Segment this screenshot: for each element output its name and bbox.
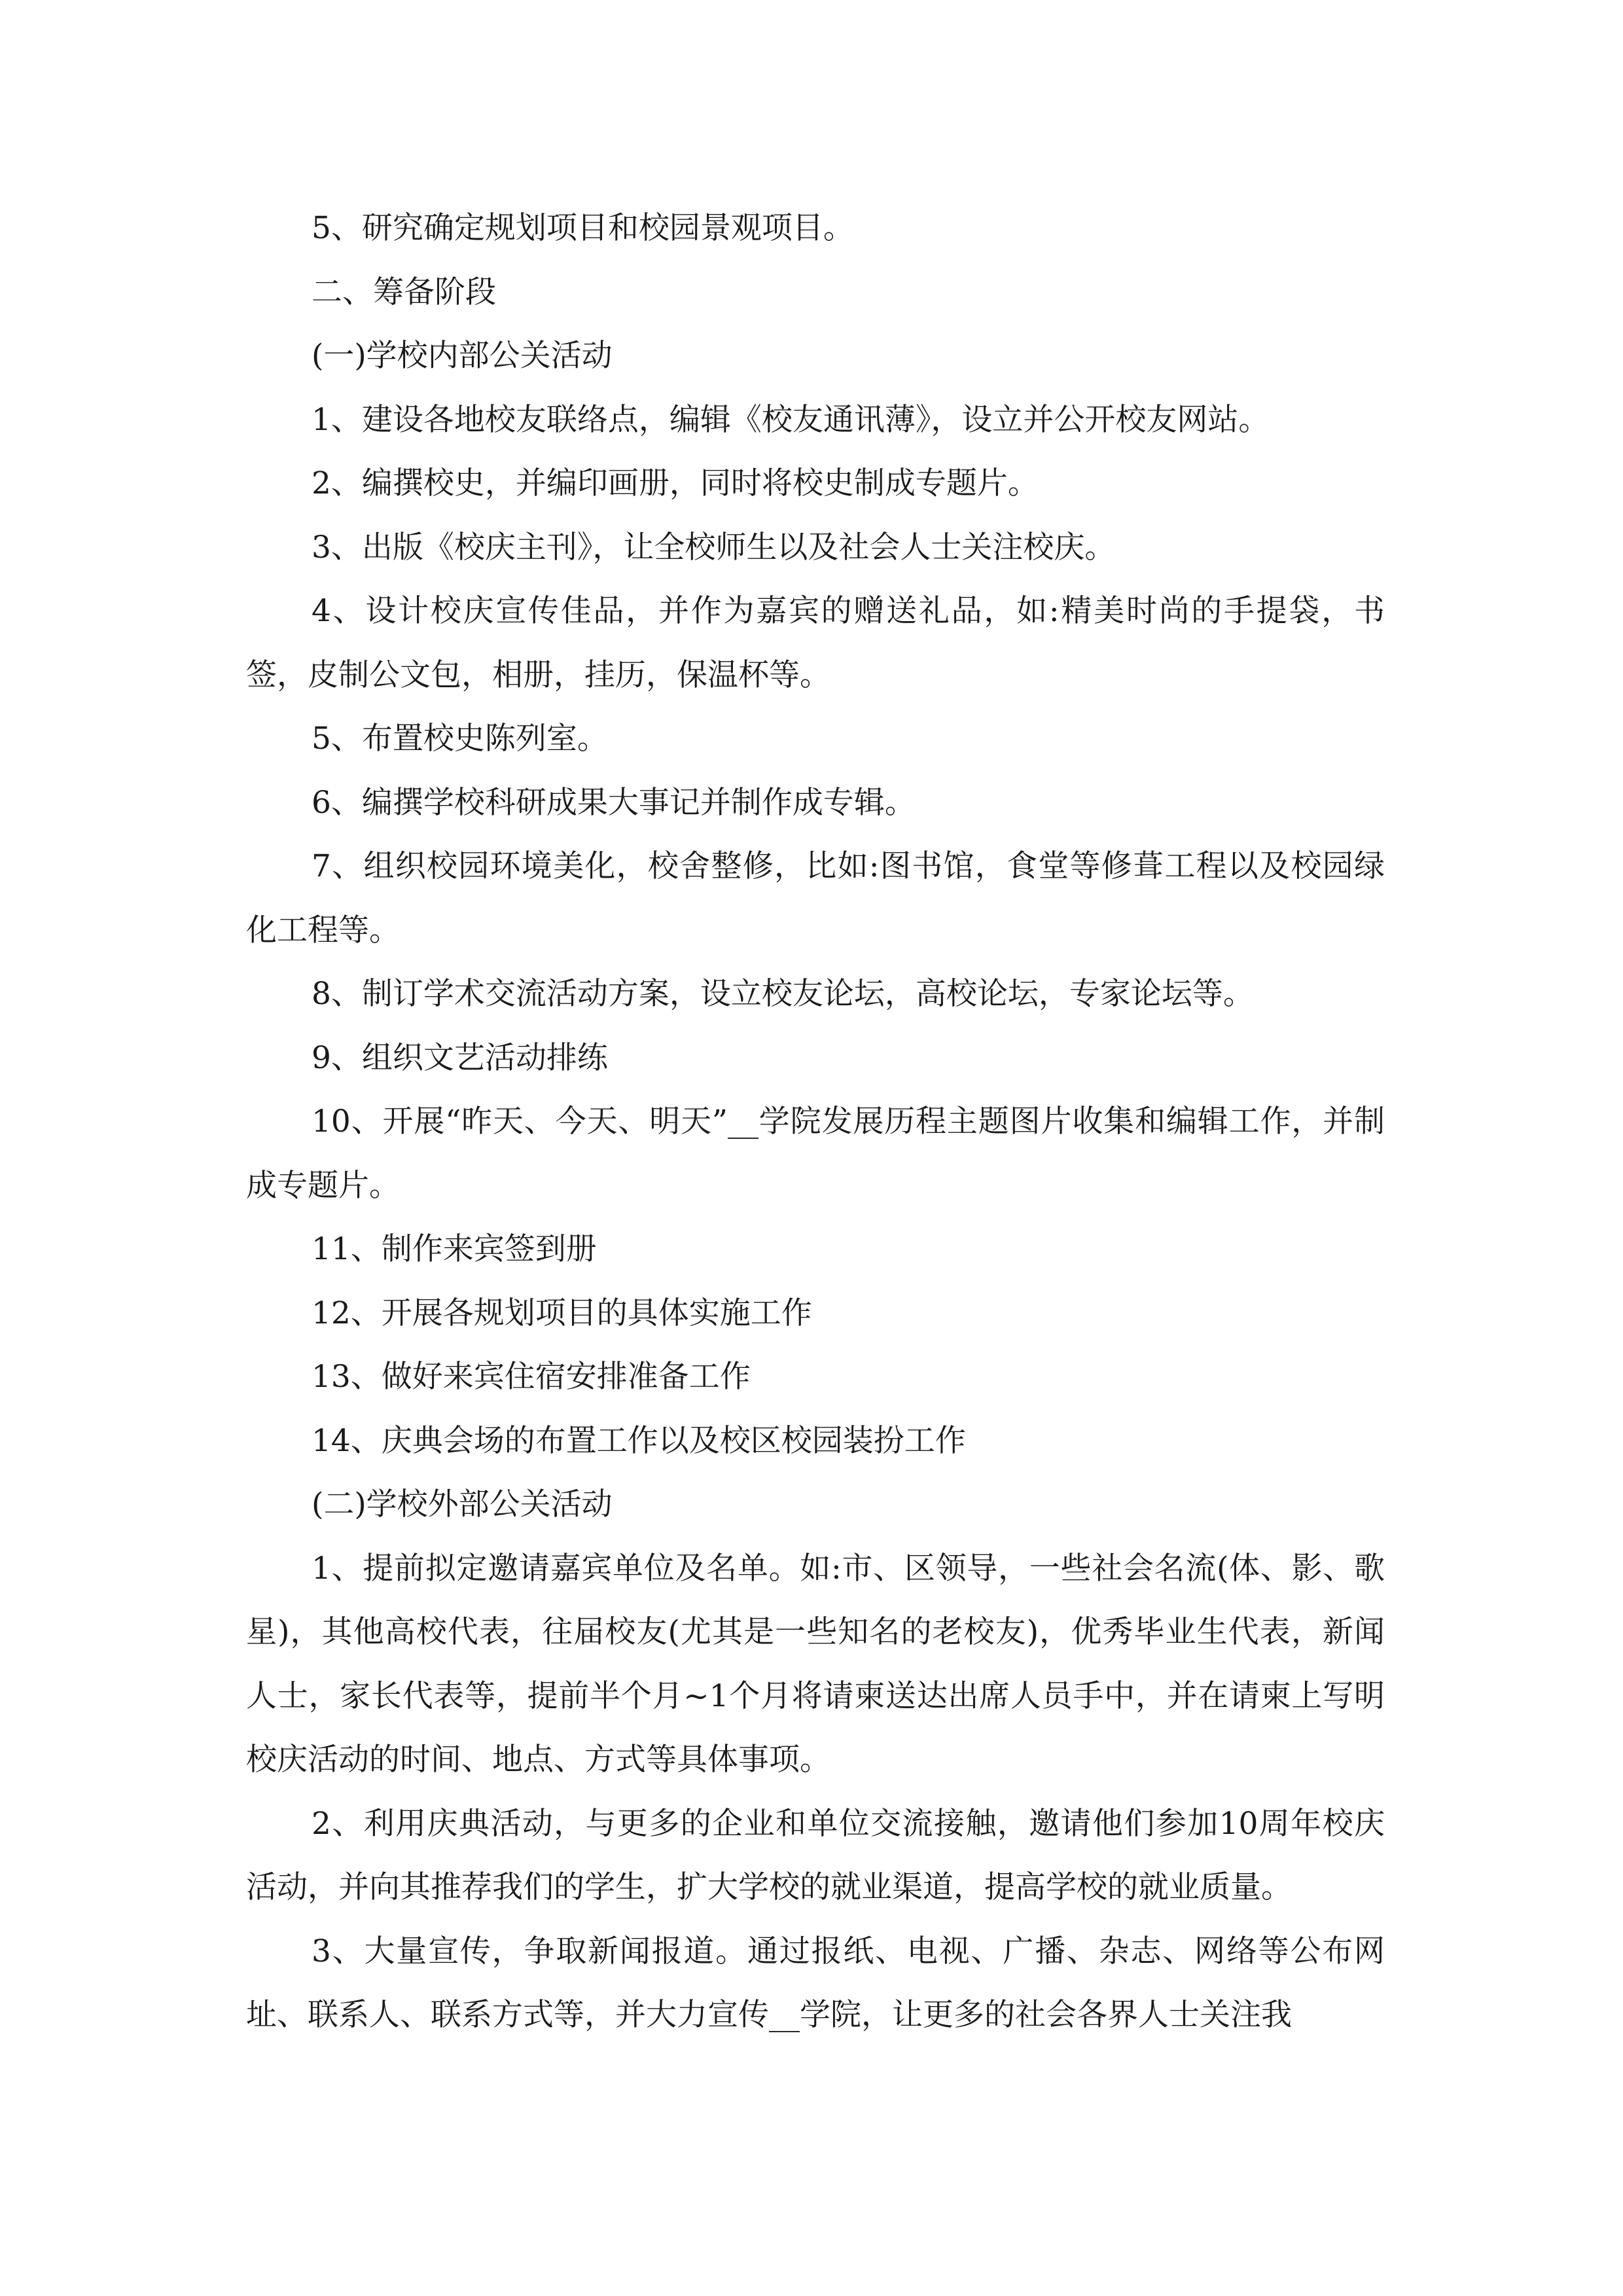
paragraph: 12、开展各规划项目的具体实施工作 — [312, 1295, 812, 1331]
paragraph: 8、制订学术交流活动方案，设立校友论坛，高校论坛，专家论坛等。 — [312, 976, 1254, 1012]
document-body — [246, 196, 1385, 2047]
paragraph: 1、建设各地校友联络点，编辑《校友通讯薄》，设立并公开校友网站。 — [312, 401, 1270, 438]
paragraph: 3、出版《校庆主刊》，让全校师生以及社会人士关注校庆。 — [312, 529, 1116, 565]
paragraph: 3、大量宣传，争取新闻报道。通过报纸、电视、广播、杂志、网络等公布网址、联系人、联系方式等，并大力宣传__学院，让更多的社会各界人士关注我 — [246, 1933, 1385, 2033]
subsection-heading: (二)学校外部公关活动 — [312, 1486, 613, 1522]
subsection-heading: (一)学校内部公关活动 — [312, 338, 613, 374]
paragraph: 2、利用庆典活动，与更多的企业和单位交流接触，邀请他们参加10周年校庆活动，并向其推荐我们的学生，扩大学校的就业渠道，提高学校的就业质量。 — [246, 1805, 1385, 1905]
paragraph: 9、组织文艺活动排练 — [312, 1039, 608, 1076]
paragraph: 6、编撰学校科研成果大事记并制作成专辑。 — [312, 784, 916, 821]
paragraph: 7、组织校园环境美化，校舍整修，比如:图书馆，食堂等修葺工程以及校园绿化工程等。 — [246, 848, 1385, 948]
paragraph: 13、做好来宾住宿安排准备工作 — [312, 1359, 751, 1395]
paragraph: 5、布置校史陈列室。 — [312, 721, 608, 757]
paragraph: 2、编撰校史，并编印画册，同时将校史制成专题片。 — [312, 465, 1039, 501]
paragraph: 14、庆典会场的布置工作以及校区校园装扮工作 — [312, 1422, 966, 1459]
paragraph: 4、设计校庆宣传佳品，并作为嘉宾的赠送礼品，如:精美时尚的手提袋，书签，皮制公文包，相册，挂历，保温杯等。 — [246, 593, 1385, 693]
section-heading: 二、筹备阶段 — [312, 274, 496, 310]
paragraph: 10、开展“昨天、今天、明天”__学院发展历程主题图片收集和编辑工作，并制成专题片。 — [246, 1103, 1385, 1204]
paragraph: 5、研究确定规划项目和校园景观项目。 — [312, 210, 854, 246]
paragraph: 11、制作来宾签到册 — [312, 1231, 597, 1267]
paragraph: 1、提前拟定邀请嘉宾单位及名单。如:市、区领导，一些社会名流(体、影、歌星)，其他高校代表，往届校友(尤其是一些知名的老校友)，优秀毕业生代表，新闻人士，家长代表等，提前半个月~1个月将请柬送达出席人员手中，并在请柬上写明校庆活动的时间、地点、方式等具体事项。 — [246, 1550, 1385, 1778]
